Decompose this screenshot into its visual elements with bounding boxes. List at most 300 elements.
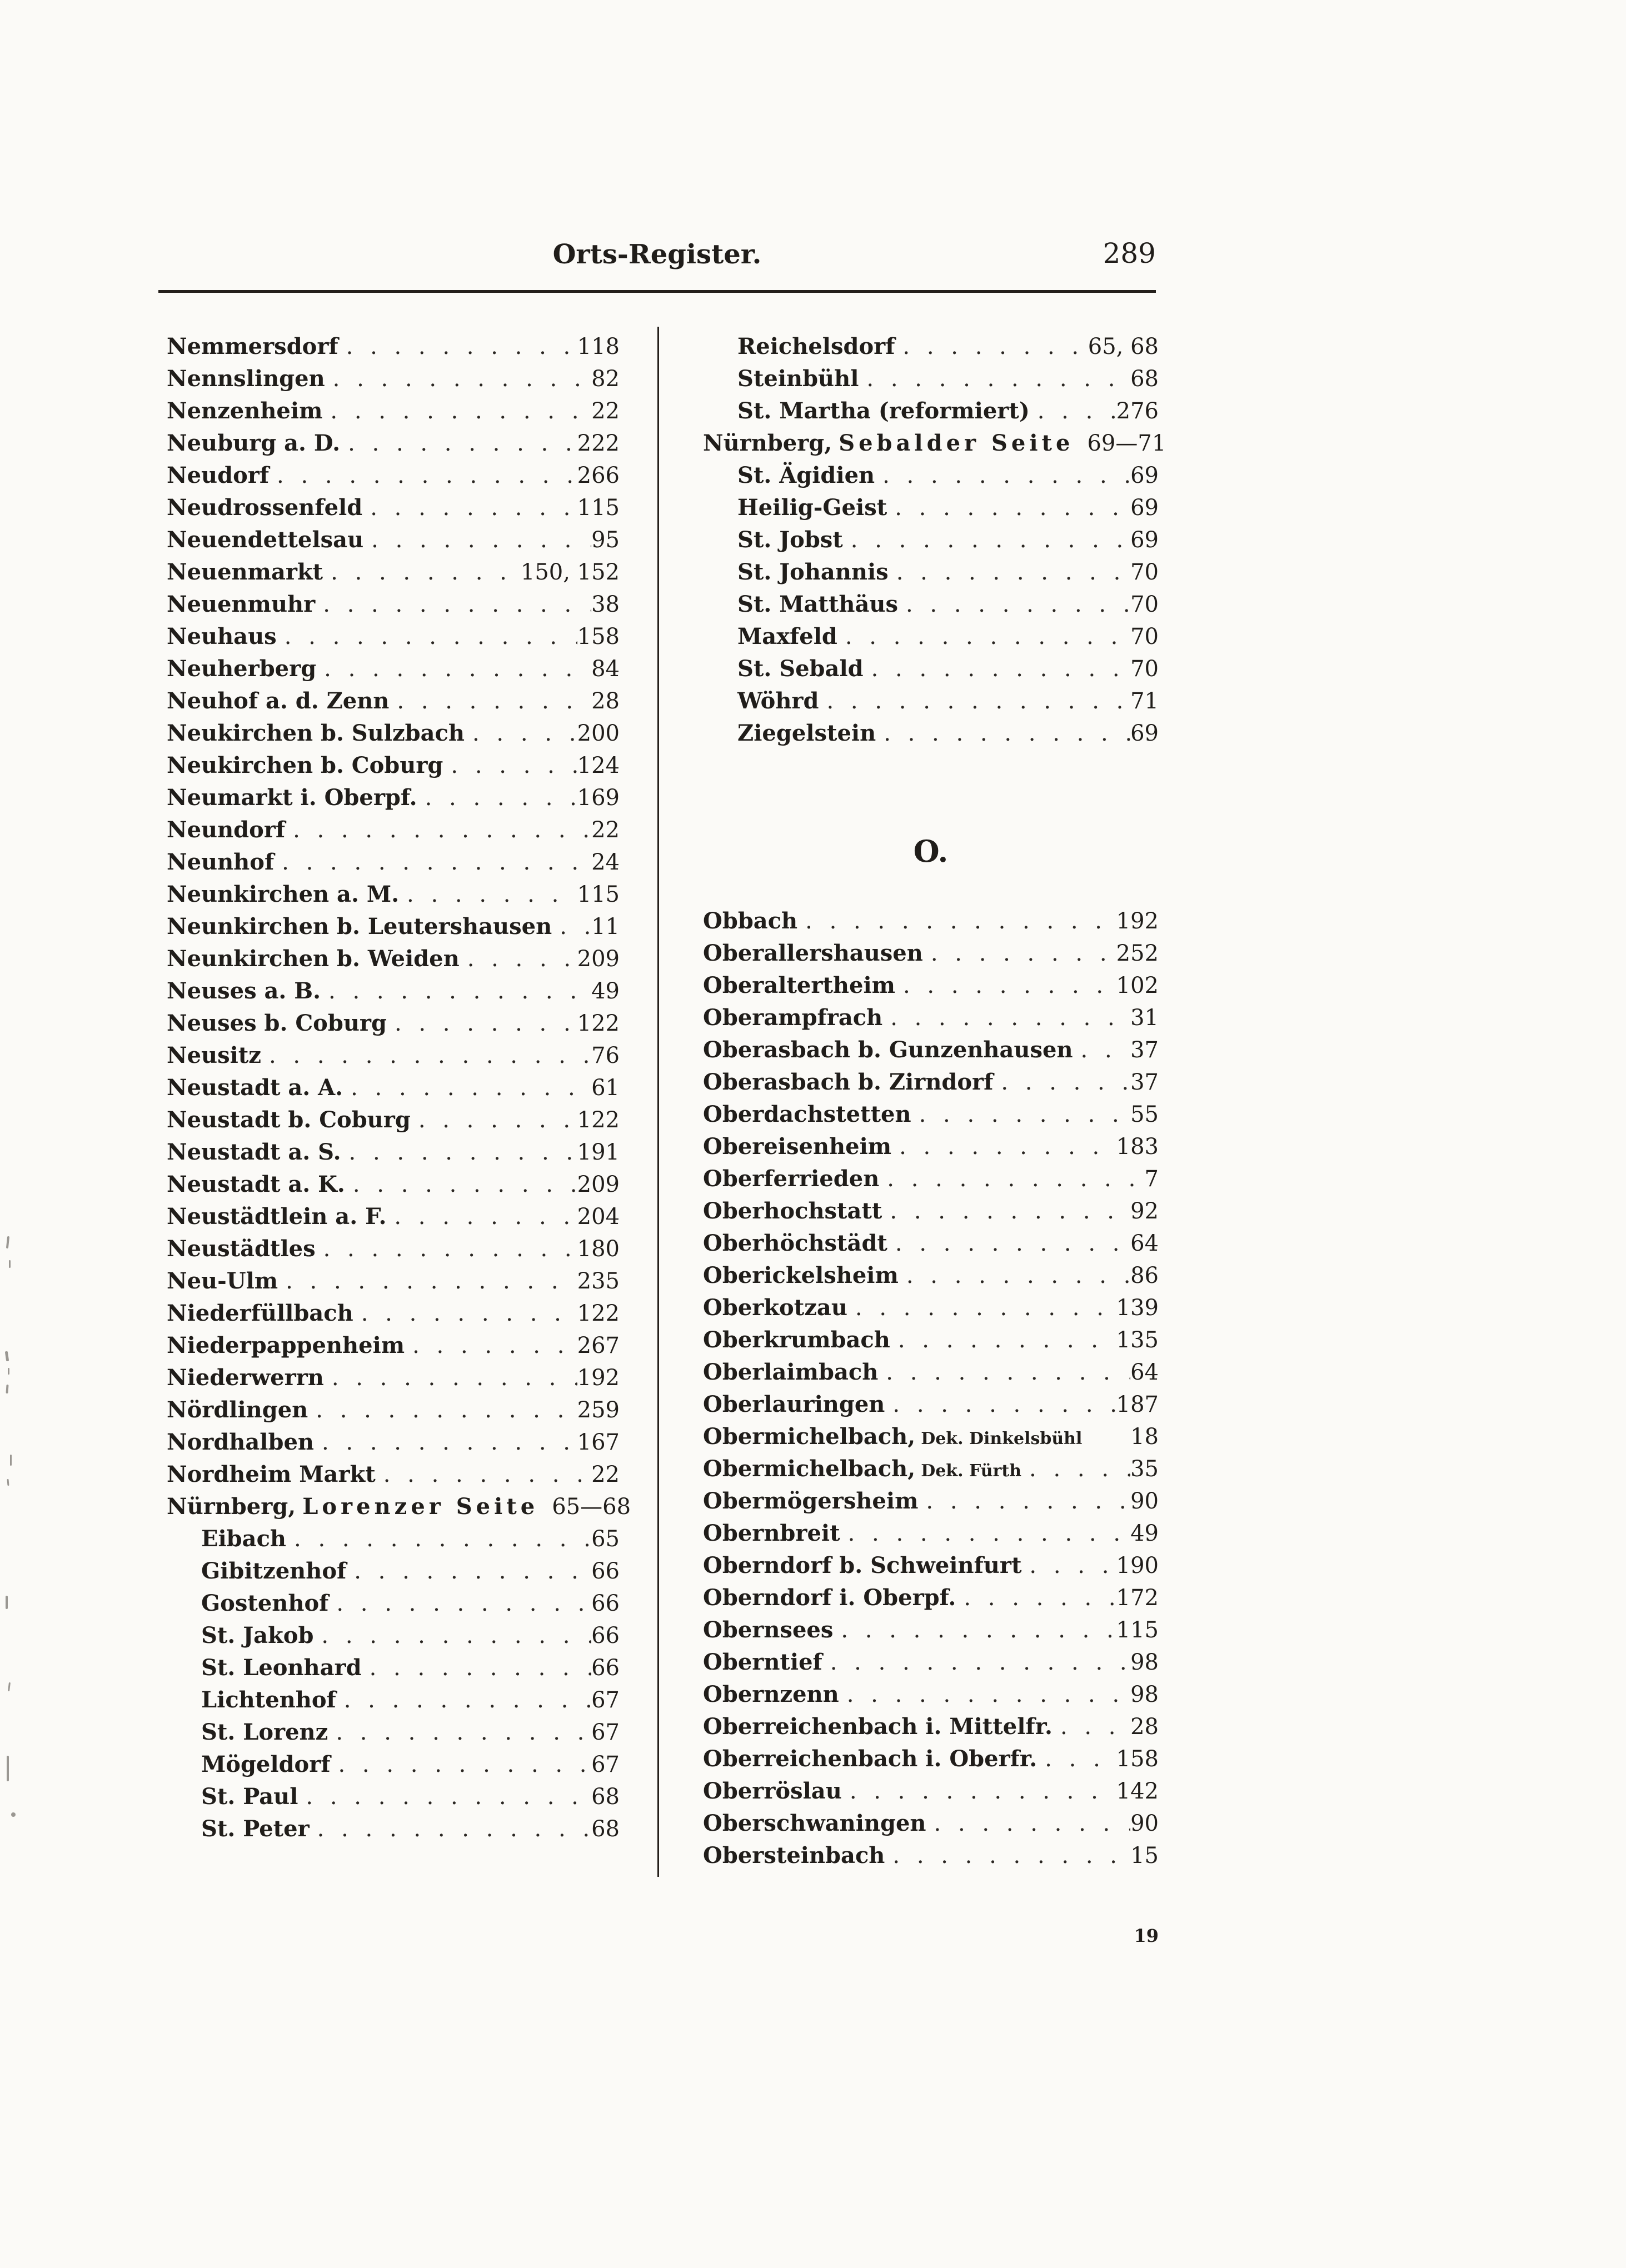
entry-name: Neustadt a. A. <box>167 1075 343 1101</box>
entry-name: Neumarkt i. Oberpf. <box>167 785 417 811</box>
register-entry <box>167 782 620 814</box>
entry-page: 124 <box>577 753 620 778</box>
scan-artifact <box>6 1596 8 1609</box>
register-entry <box>703 363 1159 395</box>
register-column-left <box>167 331 631 1845</box>
entry-page: 69 <box>1130 495 1159 521</box>
dot-leader <box>261 1040 591 1072</box>
register-entry <box>167 911 620 943</box>
entry-page: 135 <box>1116 1327 1159 1353</box>
entry-page: 37 <box>1130 1037 1159 1063</box>
dot-leader <box>887 1227 1130 1260</box>
entry-page: 183 <box>1116 1134 1159 1160</box>
entry-name: Gibitzenhof <box>201 1558 347 1584</box>
register-entry <box>167 459 620 492</box>
dot-leader <box>993 1066 1130 1098</box>
dot-leader <box>324 1362 577 1394</box>
entry-name: Neuburg a. D. <box>167 430 341 456</box>
entry-page: 115 <box>577 495 620 521</box>
entry-name: Obernzenn <box>703 1681 839 1707</box>
dot-leader <box>887 492 1130 524</box>
entry-name-spaced: Lorenzer Seite <box>302 1493 539 1520</box>
dot-leader <box>387 1007 577 1040</box>
register-entry <box>703 970 1159 1002</box>
entry-name: Nürnberg, <box>703 430 832 456</box>
dot-leader <box>341 1136 577 1168</box>
register-entry <box>703 1098 1159 1131</box>
entry-page: 22 <box>591 398 620 424</box>
register-entry <box>703 1324 1159 1356</box>
entry-page: 95 <box>591 527 620 553</box>
entry-page: 70 <box>1130 624 1159 650</box>
register-entry <box>167 1491 631 1523</box>
entry-page: 69 <box>1130 721 1159 746</box>
register-entry <box>167 1813 620 1845</box>
entry-name: Oberschwaningen <box>703 1810 926 1836</box>
entry-name: Niederwerrn <box>167 1365 324 1391</box>
entry-name: Neundorf <box>167 817 286 843</box>
dot-leader <box>797 905 1116 937</box>
entry-page: 167 <box>577 1430 620 1455</box>
entry-page: 92 <box>1130 1198 1159 1224</box>
entry-name: St. Paul <box>201 1784 298 1810</box>
dot-leader <box>926 1807 1131 1840</box>
dot-leader <box>843 524 1130 556</box>
header-rule <box>158 290 1156 293</box>
entry-name: Nordheim Markt <box>167 1461 376 1487</box>
entry-name: Oberhöchstädt <box>703 1230 887 1256</box>
dot-leader <box>895 970 1116 1002</box>
entry-name: Neustädtlein a. F. <box>167 1203 387 1230</box>
entry-name: Oberröslau <box>703 1778 842 1804</box>
dot-leader <box>313 1620 591 1652</box>
dot-leader <box>362 492 577 524</box>
entry-page: 68 <box>591 1784 620 1810</box>
entry-page: 22 <box>591 1462 620 1487</box>
entry-name: Obermichelbach, <box>703 1423 916 1450</box>
register-entry <box>167 1072 620 1104</box>
entry-name: Gostenhof <box>201 1590 329 1616</box>
register-entry <box>167 750 620 782</box>
entry-page: 122 <box>577 1011 620 1036</box>
entry-name: Niederfüllbach <box>167 1300 353 1326</box>
entry-page: 139 <box>1116 1295 1159 1321</box>
dot-leader <box>899 1260 1130 1292</box>
dot-leader <box>277 621 577 653</box>
dot-leader <box>898 588 1130 621</box>
dot-leader <box>269 459 577 492</box>
register-entry <box>703 1840 1159 1872</box>
entry-page: 192 <box>1116 908 1159 934</box>
register-entry <box>703 1711 1159 1743</box>
entry-name: Oberasbach b. Gunzenhausen <box>703 1037 1073 1063</box>
dot-leader <box>316 653 591 685</box>
entry-name: Wöhrd <box>737 688 819 714</box>
entry-name: Eibach <box>201 1526 287 1552</box>
entry-name: Heilig-Geist <box>737 494 887 521</box>
entry-page: 68 <box>591 1816 620 1842</box>
dot-leader <box>362 1652 592 1684</box>
entry-page: 68 <box>1130 366 1159 392</box>
dot-leader <box>878 1356 1130 1388</box>
register-entry <box>703 459 1159 492</box>
entry-page: 55 <box>1130 1102 1159 1127</box>
entry-name: St. Lorenz <box>201 1719 328 1745</box>
entry-page: 28 <box>591 688 620 714</box>
dot-leader <box>1053 1711 1130 1743</box>
entry-name: Neuhof a. d. Zenn <box>167 688 390 714</box>
register-entry <box>167 653 620 685</box>
register-entry <box>703 1388 1159 1421</box>
scan-artifact <box>5 1351 9 1362</box>
entry-name: Maxfeld <box>737 623 837 650</box>
dot-leader <box>328 1716 591 1749</box>
entry-page: 102 <box>1116 973 1159 998</box>
entry-page: 180 <box>577 1236 620 1262</box>
entry-name: St. Matthäus <box>737 591 898 617</box>
entry-name: Neukirchen b. Sulzbach <box>167 720 465 746</box>
register-entry <box>167 1233 620 1265</box>
register-entry <box>703 1421 1159 1453</box>
scan-artifact <box>6 1236 9 1248</box>
dot-leader <box>847 1292 1116 1324</box>
dot-leader <box>1037 1743 1116 1775</box>
dot-leader <box>876 717 1130 750</box>
scan-artifact <box>11 1812 16 1817</box>
register-entry <box>703 1131 1159 1163</box>
entry-page: 200 <box>577 721 620 746</box>
entry-page: 15 <box>1130 1843 1159 1869</box>
dot-leader <box>331 1749 592 1781</box>
register-entry <box>167 1136 620 1168</box>
register-entry <box>167 524 620 556</box>
entry-page: 222 <box>577 431 620 456</box>
dot-leader <box>340 427 577 459</box>
entry-name: Lichtenhof <box>201 1687 336 1713</box>
register-entry <box>703 1356 1159 1388</box>
register-entry <box>703 1743 1159 1775</box>
scan-artifact <box>7 1479 9 1486</box>
dot-leader <box>1021 1550 1116 1582</box>
register-entry <box>703 1260 1159 1292</box>
register-entry <box>703 395 1159 427</box>
dot-leader <box>822 1646 1130 1678</box>
entry-page: 31 <box>1130 1005 1159 1031</box>
entry-page: 115 <box>1116 1617 1159 1643</box>
entry-page: 150, 152 <box>520 559 620 585</box>
entry-name: Oberndorf i. Oberpf. <box>703 1585 956 1611</box>
entry-page: 22 <box>591 817 620 843</box>
page-number: 289 <box>1103 237 1156 269</box>
register-entry <box>167 1523 620 1555</box>
register-entry <box>167 1297 620 1330</box>
scan-artifact <box>6 1385 8 1393</box>
register-entry <box>167 1104 620 1136</box>
register-entry <box>167 1716 620 1749</box>
entry-name: Reichelsdorf <box>737 333 895 359</box>
register-entry <box>703 492 1159 524</box>
register-entry <box>167 621 620 653</box>
entry-name: Neuses b. Coburg <box>167 1010 387 1036</box>
register-entry <box>703 1453 1159 1485</box>
dot-leader <box>465 717 577 750</box>
dot-leader <box>885 1388 1116 1421</box>
dot-leader <box>353 1297 577 1330</box>
register-entry <box>167 717 620 750</box>
register-entry <box>703 1678 1159 1711</box>
scan-artifact <box>9 1260 11 1268</box>
entry-page: 235 <box>577 1268 620 1294</box>
entry-name: St. Johannis <box>737 559 889 585</box>
dot-leader <box>338 331 577 363</box>
register-entry <box>167 1684 620 1716</box>
entry-page: 66 <box>591 1623 620 1648</box>
register-entry <box>703 556 1159 588</box>
register-entry <box>703 1195 1159 1227</box>
register-entry <box>167 427 620 459</box>
entry-page: 18 <box>1130 1424 1159 1450</box>
dot-leader <box>552 911 591 943</box>
dot-leader <box>314 1426 577 1458</box>
register-entry <box>167 1426 620 1458</box>
dot-leader <box>286 1523 591 1555</box>
dot-leader <box>386 1201 577 1233</box>
entry-name: Nemmersdorf <box>167 333 338 359</box>
entry-name: Oberlauringen <box>703 1391 885 1417</box>
register-entry <box>167 1362 620 1394</box>
register-entry <box>703 524 1159 556</box>
entry-name: Oberaltertheim <box>703 972 895 998</box>
entry-name: Nürnberg, <box>167 1493 296 1520</box>
entry-name: Nördlingen <box>167 1397 308 1423</box>
dot-leader <box>890 1324 1116 1356</box>
register-entry <box>167 685 620 717</box>
dot-leader <box>321 975 591 1007</box>
dot-leader <box>343 1072 591 1104</box>
entry-page: 204 <box>577 1204 620 1230</box>
register-entry <box>167 556 620 588</box>
entry-page: 122 <box>577 1107 620 1133</box>
dot-leader <box>298 1781 591 1813</box>
entry-page: 191 <box>577 1140 620 1165</box>
dot-leader <box>325 363 591 395</box>
dot-leader <box>885 1840 1130 1872</box>
entry-page: 49 <box>1130 1521 1159 1546</box>
entry-page: 7 <box>1144 1166 1159 1192</box>
entry-name: St. Jobst <box>737 527 843 553</box>
dot-leader <box>840 1517 1131 1550</box>
entry-page: 65, 68 <box>1088 334 1159 359</box>
register-entry <box>703 1066 1159 1098</box>
column-divider <box>657 327 659 1877</box>
register-entry <box>703 588 1159 621</box>
register-entry <box>167 588 620 621</box>
register-entry <box>703 1550 1159 1582</box>
register-entry <box>703 717 1159 750</box>
entry-name: Neudorf <box>167 462 270 488</box>
entry-page: 142 <box>1116 1779 1159 1804</box>
dot-leader <box>918 1485 1130 1517</box>
entry-page: 69—71 <box>1087 431 1166 456</box>
entry-name: Neunkirchen b. Weiden <box>167 946 460 972</box>
dot-leader <box>839 1678 1130 1711</box>
dot-leader <box>417 782 577 814</box>
entry-name: Nordhalben <box>167 1429 314 1455</box>
entry-page: 90 <box>1130 1488 1159 1514</box>
entry-name: Neudrossenfeld <box>167 494 363 521</box>
dot-leader <box>911 1098 1131 1131</box>
entry-page: 69 <box>1130 463 1159 488</box>
entry-page: 37 <box>1130 1070 1159 1095</box>
register-entry <box>167 1620 620 1652</box>
register-entry <box>167 492 620 524</box>
register-entry <box>167 1555 620 1587</box>
entry-name: Neustädtles <box>167 1236 316 1262</box>
dot-leader <box>923 937 1116 970</box>
entry-page: 82 <box>591 366 620 392</box>
dot-leader <box>376 1458 591 1491</box>
register-entry <box>703 1292 1159 1324</box>
entry-page: 209 <box>577 1172 620 1197</box>
entry-name: Neusitz <box>167 1042 261 1068</box>
register-entry <box>167 1781 620 1813</box>
register-entry <box>703 1002 1159 1034</box>
page-header-title: Orts-Register. <box>552 239 762 270</box>
register-entry <box>167 878 620 911</box>
entry-page: 67 <box>591 1752 620 1777</box>
register-entry <box>703 1646 1159 1678</box>
register-entry <box>167 1040 620 1072</box>
entry-page: 28 <box>1130 1714 1159 1740</box>
dot-leader <box>346 1555 591 1587</box>
entry-name: Obermögersheim <box>703 1488 919 1514</box>
entry-page: 209 <box>577 946 620 972</box>
entry-name: St. Jakob <box>201 1622 314 1648</box>
dot-leader <box>345 1168 577 1201</box>
entry-name: Oberndorf b. Schweinfurt <box>703 1552 1022 1578</box>
dot-leader <box>411 1104 577 1136</box>
entry-name: Obersteinbach <box>703 1842 885 1869</box>
dot-leader <box>837 621 1130 653</box>
register-entry <box>703 1485 1159 1517</box>
dot-leader <box>389 685 591 717</box>
dot-leader <box>336 1684 591 1716</box>
entry-page: 24 <box>591 850 620 875</box>
entry-page: 90 <box>1130 1811 1159 1836</box>
entry-name: Oberickelsheim <box>703 1262 899 1288</box>
register-entry <box>167 1749 620 1781</box>
entry-name: St. Sebald <box>737 656 864 682</box>
entry-page: 66 <box>591 1591 620 1616</box>
entry-page: 190 <box>1116 1553 1159 1578</box>
entry-page: 71 <box>1130 688 1159 714</box>
entry-page: 115 <box>577 882 620 907</box>
entry-page: 86 <box>1130 1263 1159 1288</box>
entry-name: Neukirchen b. Coburg <box>167 752 443 778</box>
register-column-right <box>703 331 1166 1872</box>
register-entry <box>167 363 620 395</box>
entry-page: 65—68 <box>552 1494 631 1520</box>
entry-page: 69 <box>1130 527 1159 553</box>
entry-page: 70 <box>1130 592 1159 617</box>
register-entry <box>703 937 1159 970</box>
register-entry <box>167 1394 620 1426</box>
entry-name: Oberallershausen <box>703 940 923 966</box>
dot-leader <box>405 1330 577 1362</box>
dot-leader <box>285 814 591 846</box>
entry-name: Neuenmarkt <box>167 559 323 585</box>
entry-name: Neuherberg <box>167 656 317 682</box>
register-entry <box>703 331 1159 363</box>
entry-name: Oberasbach b. Zirndorf <box>703 1069 994 1095</box>
entry-name: Neunhof <box>167 849 275 875</box>
entry-page: 187 <box>1116 1392 1159 1417</box>
dot-leader <box>443 750 577 782</box>
entry-page: 64 <box>1130 1231 1159 1256</box>
dot-leader <box>891 1131 1116 1163</box>
entry-page: 266 <box>577 463 620 488</box>
entry-page: 76 <box>591 1043 620 1068</box>
entry-page: 67 <box>591 1720 620 1745</box>
dot-leader <box>842 1775 1116 1807</box>
entry-name: St. Peter <box>201 1816 310 1842</box>
entry-page: 192 <box>577 1365 620 1391</box>
dot-leader <box>864 653 1130 685</box>
register-entry <box>167 1587 620 1620</box>
entry-name: Neunkirchen a. M. <box>167 881 400 907</box>
register-entry <box>167 1652 620 1684</box>
entry-page: 67 <box>591 1687 620 1713</box>
dot-leader <box>833 1614 1116 1646</box>
entry-name: Oberampfrach <box>703 1005 883 1031</box>
entry-name: St. Martha (reformiert) <box>737 398 1030 424</box>
entry-page: 70 <box>1130 559 1159 585</box>
dot-leader <box>328 1587 591 1620</box>
scan-artifact <box>7 1756 9 1781</box>
entry-name: Obernbreit <box>703 1520 840 1546</box>
entry-name: Neuendettelsau <box>167 527 364 553</box>
register-entry <box>167 1201 620 1233</box>
dot-leader <box>956 1582 1116 1614</box>
entry-name: Steinbühl <box>737 366 859 392</box>
register-entry <box>703 1582 1159 1614</box>
dot-leader <box>859 363 1130 395</box>
scan-artifact <box>8 1682 11 1691</box>
entry-page: 64 <box>1130 1360 1159 1385</box>
entry-page: 35 <box>1130 1456 1159 1482</box>
entry-name: Nennslingen <box>167 366 325 392</box>
entry-name: Neuenmuhr <box>167 591 316 617</box>
entry-page: 122 <box>577 1301 620 1326</box>
entry-name: Oberhochstatt <box>703 1198 882 1224</box>
entry-page: 98 <box>1130 1650 1159 1675</box>
entry-name: Ziegelstein <box>737 720 876 746</box>
dot-leader <box>323 556 521 588</box>
entry-name: Oberlaimbach <box>703 1359 879 1385</box>
register-entry <box>167 1007 620 1040</box>
register-entry <box>167 1265 620 1297</box>
entry-name: Neustadt b. Coburg <box>167 1107 411 1133</box>
register-entry <box>703 1227 1159 1260</box>
entry-page: 66 <box>591 1655 620 1681</box>
dot-leader <box>1021 1453 1130 1485</box>
dot-leader <box>882 1002 1130 1034</box>
entry-name: Niederpappenheim <box>167 1332 405 1358</box>
dot-leader <box>889 556 1130 588</box>
entry-name: Neunkirchen b. Leutershausen <box>167 913 552 940</box>
entry-page: 70 <box>1130 656 1159 682</box>
dot-leader <box>819 685 1130 717</box>
